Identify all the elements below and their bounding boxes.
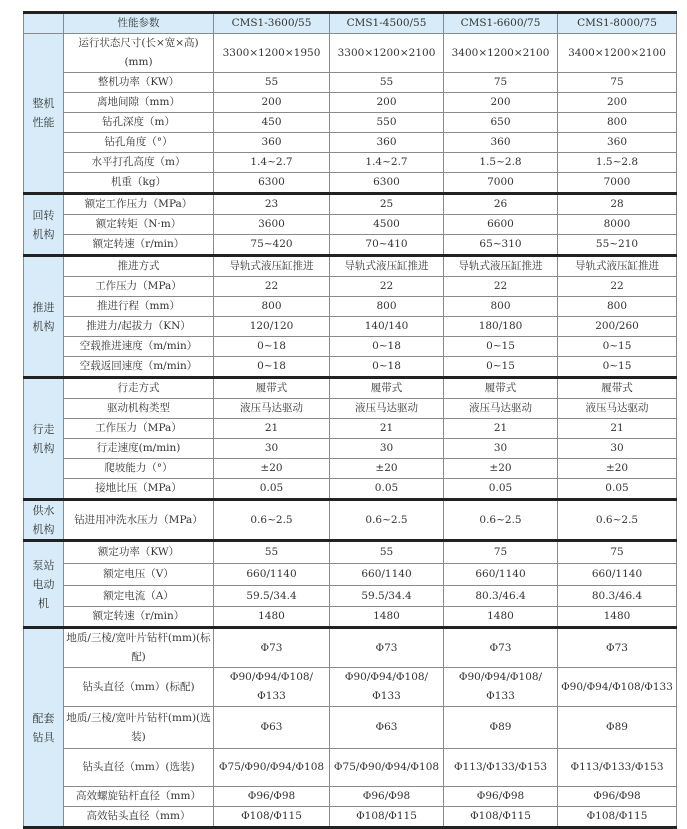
param-value: Φ90/Φ94/Φ108/Φ133	[558, 668, 677, 707]
param-value: 140/140	[330, 317, 444, 337]
param-value: 23	[214, 194, 330, 215]
param-value: Φ75/Φ90/Φ94/Φ108	[330, 749, 444, 787]
param-name: 整机功率（KW）	[64, 73, 214, 93]
table-row	[24, 479, 677, 500]
table-row	[24, 256, 677, 277]
param-value: 22	[330, 277, 444, 297]
param-value: 26	[444, 194, 558, 215]
param-value: 导轨式液压缸推进	[558, 256, 677, 277]
param-value: 360	[444, 133, 558, 153]
param-value: 360	[558, 133, 677, 153]
param-value: 360	[330, 133, 444, 153]
header-corner	[24, 13, 64, 34]
param-value: 液压马达驱动	[558, 399, 677, 419]
param-name: 推进力/起拔力（KN）	[64, 317, 214, 337]
param-name: 运行状态尺寸(长×宽×高)(mm)	[64, 34, 214, 73]
param-value: 履带式	[558, 378, 677, 399]
param-value: Φ108/Φ115	[330, 807, 444, 828]
param-value: 0~18	[214, 357, 330, 378]
param-value: 22	[444, 277, 558, 297]
header-model: CMS1-6600/75	[444, 13, 558, 34]
param-value: 8000	[558, 215, 677, 235]
param-name: 水平打孔高度（m）	[64, 153, 214, 173]
param-value: 21	[330, 419, 444, 439]
param-value: 30	[558, 439, 677, 459]
table-row	[24, 173, 677, 194]
table-row	[24, 93, 677, 113]
header-model: CMS1-3600/55	[214, 13, 330, 34]
param-value: 30	[444, 439, 558, 459]
param-name: 地质/三棱/宽叶片钻杆(mm)(标配)	[64, 628, 214, 668]
param-value: 0.05	[330, 479, 444, 500]
param-value: 180/180	[444, 317, 558, 337]
param-value: Φ89	[558, 707, 677, 749]
param-value: 21	[558, 419, 677, 439]
param-value: 21	[444, 419, 558, 439]
param-value: Φ108/Φ115	[444, 807, 558, 828]
param-value: 59.5/34.4	[330, 586, 444, 607]
param-value: Φ73	[330, 628, 444, 668]
param-value: 55	[214, 541, 330, 564]
param-name: 爬坡能力（°）	[64, 459, 214, 479]
param-name: 额定转速（r/min）	[64, 235, 214, 256]
param-value: 75	[444, 541, 558, 564]
table-row	[24, 215, 677, 235]
param-value: Φ108/Φ115	[214, 807, 330, 828]
table-row	[24, 607, 677, 628]
param-value: 0~18	[214, 337, 330, 357]
param-value: 200/260	[558, 317, 677, 337]
table-row	[24, 541, 677, 564]
param-value: ±20	[558, 459, 677, 479]
param-value: 0~15	[444, 337, 558, 357]
param-value: 55	[330, 541, 444, 564]
param-value: 75	[444, 73, 558, 93]
param-value: 59.5/34.4	[214, 586, 330, 607]
param-value: 0~18	[330, 357, 444, 378]
param-value: 22	[214, 277, 330, 297]
param-value: 550	[330, 113, 444, 133]
param-value: 4500	[330, 215, 444, 235]
param-value: 6300	[330, 173, 444, 194]
param-value: 800	[330, 297, 444, 317]
table-row	[24, 500, 677, 541]
param-value: Φ73	[444, 628, 558, 668]
param-value: 1480	[330, 607, 444, 628]
param-value: Φ63	[330, 707, 444, 749]
param-value: 3300×1200×1950	[214, 34, 330, 73]
param-name: 空载推进速度（m/min）	[64, 337, 214, 357]
param-value: 1480	[558, 607, 677, 628]
table-row	[24, 73, 677, 93]
param-value: Φ73	[558, 628, 677, 668]
param-name: 钻孔深度（m）	[64, 113, 214, 133]
param-value: 450	[214, 113, 330, 133]
param-name: 接地比压（MPa）	[64, 479, 214, 500]
param-value: 0.05	[444, 479, 558, 500]
param-value: 0.6~2.5	[330, 500, 444, 541]
table-row	[24, 707, 677, 749]
param-value: Φ63	[214, 707, 330, 749]
param-value: 7000	[558, 173, 677, 194]
table-row	[24, 297, 677, 317]
param-name: 推进行程（mm）	[64, 297, 214, 317]
param-value: 660/1140	[330, 564, 444, 586]
param-value: 660/1140	[444, 564, 558, 586]
param-value: 液压马达驱动	[330, 399, 444, 419]
param-value: ±20	[444, 459, 558, 479]
param-value: 30	[214, 439, 330, 459]
table-row	[24, 807, 677, 828]
param-value: Φ113/Φ133/Φ153	[558, 749, 677, 787]
param-value: 120/120	[214, 317, 330, 337]
param-name: 额定电流（A）	[64, 586, 214, 607]
param-value: 80.3/46.4	[444, 586, 558, 607]
param-value: 80.3/46.4	[558, 586, 677, 607]
table-row	[24, 194, 677, 215]
param-name: 推进方式	[64, 256, 214, 277]
param-name: 行走速度(m/min)	[64, 439, 214, 459]
param-value: Φ108/Φ115	[558, 807, 677, 828]
param-value: 800	[444, 297, 558, 317]
param-value: ±20	[330, 459, 444, 479]
param-value: 55	[214, 73, 330, 93]
param-name: 高效钻头直径（mm）	[64, 807, 214, 828]
param-value: 800	[558, 113, 677, 133]
table-row	[24, 133, 677, 153]
param-value: 22	[558, 277, 677, 297]
param-value: 0~15	[558, 357, 677, 378]
param-value: 1.4~2.7	[214, 153, 330, 173]
param-value: 3400×1200×2100	[558, 34, 677, 73]
param-value: 200	[330, 93, 444, 113]
param-value: 200	[444, 93, 558, 113]
group-label: 整机性能	[24, 34, 64, 194]
table-row	[24, 668, 677, 707]
param-value: 7000	[444, 173, 558, 194]
param-value: 21	[214, 419, 330, 439]
param-name: 额定电压（V）	[64, 564, 214, 586]
param-value: 1.5~2.8	[444, 153, 558, 173]
param-value: 1.4~2.7	[330, 153, 444, 173]
table-row	[24, 277, 677, 297]
param-value: Φ113/Φ133/Φ153	[444, 749, 558, 787]
param-name: 工作压力（MPa）	[64, 277, 214, 297]
spec-table	[23, 11, 677, 829]
param-value: 导轨式液压缸推进	[330, 256, 444, 277]
param-name: 额定转速（r/min）	[64, 607, 214, 628]
param-value: 75	[558, 73, 677, 93]
param-value: 800	[558, 297, 677, 317]
param-name: 钻进用冲洗水压力（MPa）	[64, 500, 214, 541]
table-row	[24, 399, 677, 419]
param-name: 机重（kg）	[64, 173, 214, 194]
param-value: 75~420	[214, 235, 330, 256]
param-value: 0~15	[558, 337, 677, 357]
group-label: 推进机构	[24, 256, 64, 378]
table-row	[24, 235, 677, 256]
table-row	[24, 337, 677, 357]
param-value: Φ96/Φ98	[444, 787, 558, 807]
param-value: 导轨式液压缸推进	[214, 256, 330, 277]
param-name: 工作压力（MPa）	[64, 419, 214, 439]
param-value: 履带式	[214, 378, 330, 399]
param-value: 30	[330, 439, 444, 459]
header-model: CMS1-8000/75	[558, 13, 677, 34]
param-name: 离地间隙（mm）	[64, 93, 214, 113]
param-value: Φ90/Φ94/Φ108/Φ133	[444, 668, 558, 707]
param-name: 钻孔角度（°）	[64, 133, 214, 153]
param-value: 0~18	[330, 337, 444, 357]
group-label: 供水机构	[24, 500, 64, 541]
param-value: 1480	[214, 607, 330, 628]
group-label: 泵站电动机	[24, 541, 64, 628]
param-value: 200	[214, 93, 330, 113]
param-value: Φ96/Φ98	[330, 787, 444, 807]
param-value: 660/1140	[558, 564, 677, 586]
param-value: 履带式	[444, 378, 558, 399]
header-model: CMS1-4500/55	[330, 13, 444, 34]
param-value: 0.6~2.5	[444, 500, 558, 541]
group-label: 配套钻具	[24, 628, 64, 828]
table-row	[24, 113, 677, 133]
param-name: 钻头直径（mm）(选装)	[64, 749, 214, 787]
table-row	[24, 787, 677, 807]
param-value: 25	[330, 194, 444, 215]
param-value: 75	[558, 541, 677, 564]
table-row	[24, 378, 677, 399]
param-value: 660/1140	[214, 564, 330, 586]
param-value: 液压马达驱动	[444, 399, 558, 419]
table-row	[24, 34, 677, 73]
param-name: 额定转矩（N·m）	[64, 215, 214, 235]
table-row	[24, 564, 677, 586]
param-value: 3300×1200×2100	[330, 34, 444, 73]
param-name: 钻头直径（mm）(标配)	[64, 668, 214, 707]
header-param: 性能参数	[64, 13, 214, 34]
param-value: 1.5~2.8	[558, 153, 677, 173]
param-name: 地质/三棱/宽叶片钻杆(mm)(选装)	[64, 707, 214, 749]
param-value: 28	[558, 194, 677, 215]
param-name: 额定功率（KW）	[64, 541, 214, 564]
param-value: 650	[444, 113, 558, 133]
table-row	[24, 153, 677, 173]
table-row	[24, 586, 677, 607]
param-name: 额定工作压力（MPa）	[64, 194, 214, 215]
param-value: 800	[214, 297, 330, 317]
spec-body	[24, 34, 677, 828]
param-value: Φ75/Φ90/Φ94/Φ108	[214, 749, 330, 787]
param-value: 0.05	[214, 479, 330, 500]
param-value: 导轨式液压缸推进	[444, 256, 558, 277]
table-row	[24, 439, 677, 459]
param-value: 0~15	[444, 357, 558, 378]
param-value: 360	[214, 133, 330, 153]
group-label: 行走机构	[24, 378, 64, 500]
table-row	[24, 419, 677, 439]
header-row	[24, 13, 677, 34]
table-row	[24, 749, 677, 787]
param-value: ±20	[214, 459, 330, 479]
table-row	[24, 628, 677, 668]
param-value: 履带式	[330, 378, 444, 399]
param-value: 3400×1200×2100	[444, 34, 558, 73]
param-value: Φ73	[214, 628, 330, 668]
param-value: 6600	[444, 215, 558, 235]
param-value: 55	[330, 73, 444, 93]
param-value: 55~210	[558, 235, 677, 256]
param-value: 0.6~2.5	[214, 500, 330, 541]
table-row	[24, 459, 677, 479]
param-value: Φ90/Φ94/Φ108/Φ133	[330, 668, 444, 707]
param-value: 200	[558, 93, 677, 113]
param-value: 70~410	[330, 235, 444, 256]
param-name: 行走方式	[64, 378, 214, 399]
param-value: 0.05	[558, 479, 677, 500]
param-value: 3600	[214, 215, 330, 235]
param-name: 空载返回速度（m/min）	[64, 357, 214, 378]
param-name: 高效螺旋钻杆直径（mm）	[64, 787, 214, 807]
param-value: 0.6~2.5	[558, 500, 677, 541]
param-value: Φ96/Φ98	[558, 787, 677, 807]
param-value: Φ90/Φ94/Φ108/Φ133	[214, 668, 330, 707]
table-row	[24, 357, 677, 378]
param-value: 6300	[214, 173, 330, 194]
param-value: 1480	[444, 607, 558, 628]
param-name: 驱动机构类型	[64, 399, 214, 419]
param-value: Φ96/Φ98	[214, 787, 330, 807]
group-label: 回转机构	[24, 194, 64, 256]
param-value: Φ89	[444, 707, 558, 749]
table-row	[24, 317, 677, 337]
param-value: 液压马达驱动	[214, 399, 330, 419]
param-value: 65~310	[444, 235, 558, 256]
